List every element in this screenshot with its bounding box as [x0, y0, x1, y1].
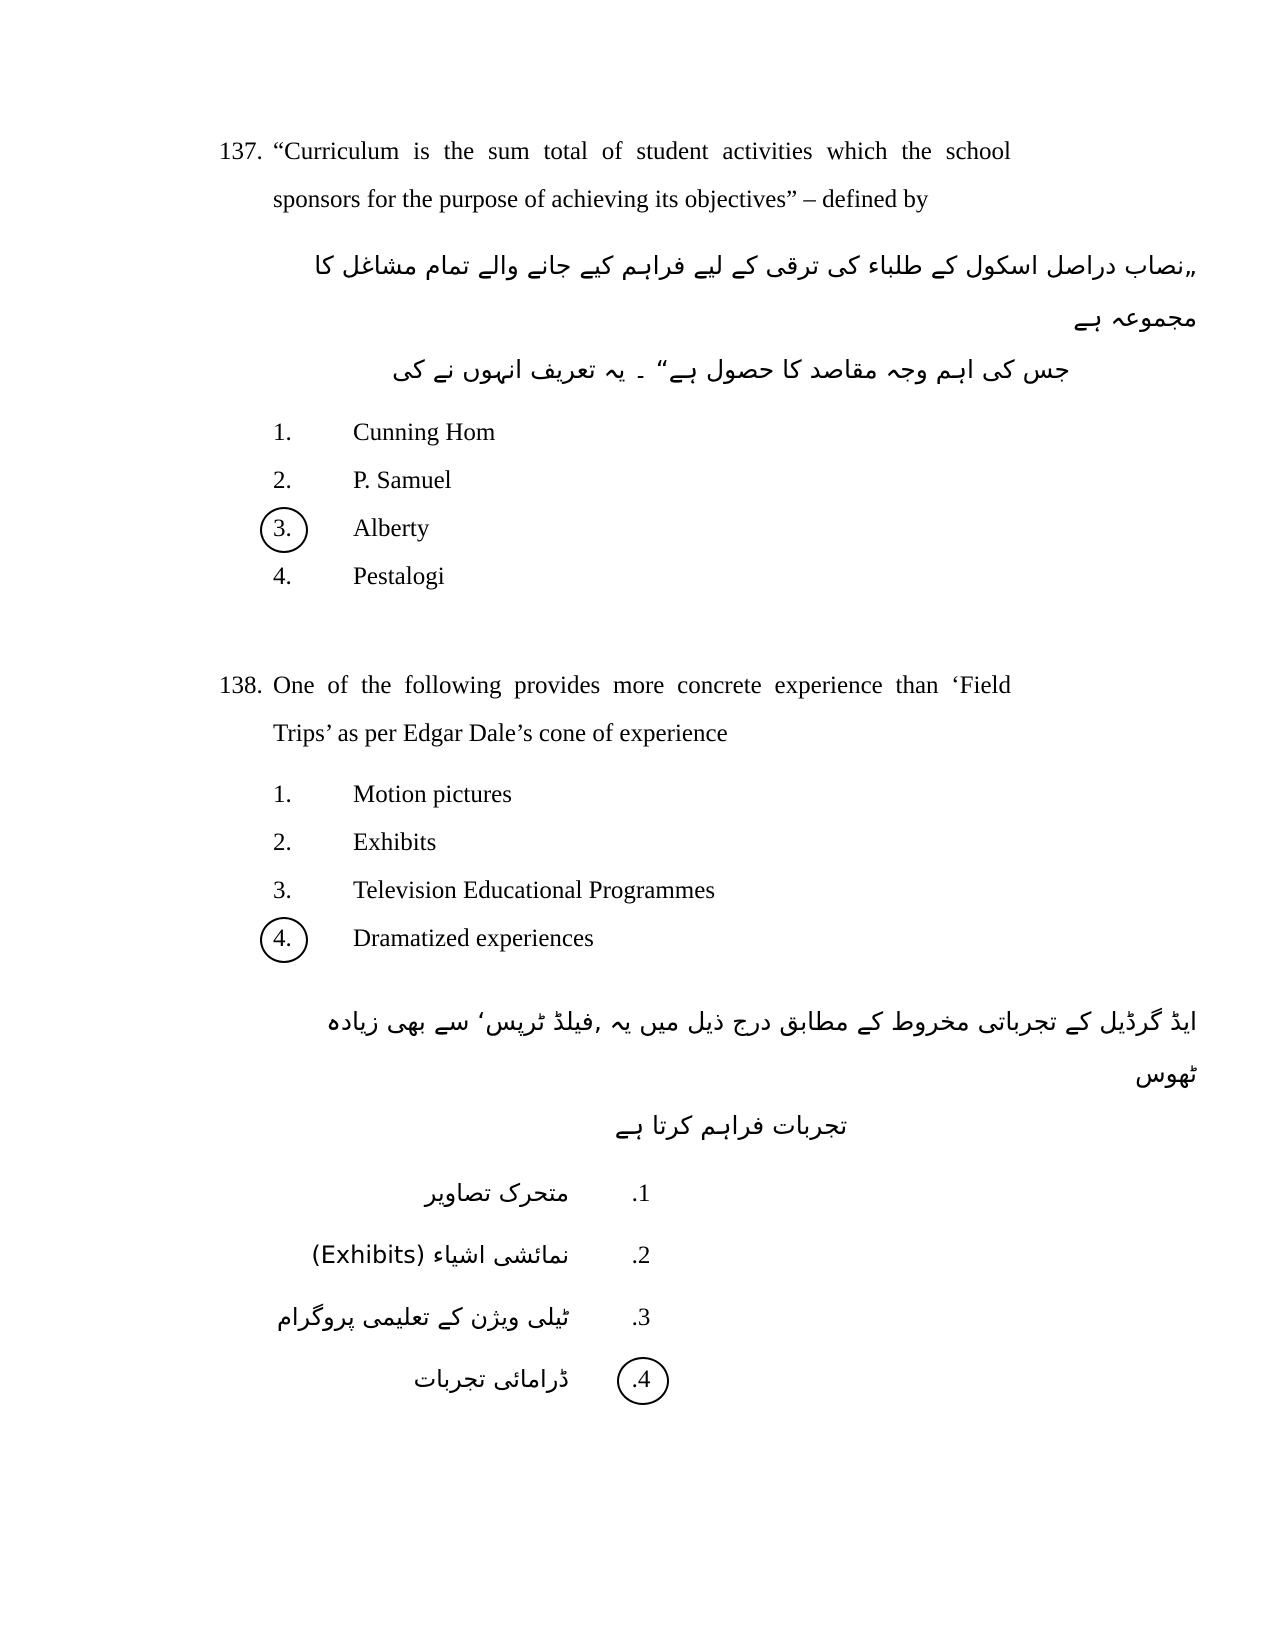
urdu-option-marker	[605, 1305, 677, 1330]
option-number: 1.	[273, 780, 292, 808]
urdu-stem-line: تجربات فراہم کرتا ہے	[614, 1111, 848, 1140]
question-stem-line: sponsors for the purpose of achieving its objectives” – defined by	[273, 186, 929, 213]
urdu-stem-line: „نصاب دراصل اسکول کے طلباء کی ترقی کے لیے فراہم کیے جانے والے تمام مشاغل کا مجموعہ ہے	[314, 251, 1197, 332]
question-stem-urdu	[205, 240, 1227, 396]
option-label: Motion pictures	[353, 780, 513, 808]
option-number: 3.	[273, 876, 292, 904]
option-marker	[205, 830, 301, 855]
option-marker	[205, 564, 301, 589]
question-stem-urdu	[205, 996, 1227, 1152]
urdu-option-marker	[605, 1243, 677, 1268]
option-number: 2.	[273, 466, 292, 494]
option-row[interactable]	[205, 818, 1227, 866]
option-label: Pestalogi	[353, 562, 445, 590]
option-label: Television Educational Programmes	[353, 876, 716, 904]
question-stem-english	[273, 662, 1011, 758]
option-marker	[205, 782, 301, 807]
urdu-stem-line: ایڈ گرڈیل کے تجرباتی مخروط کے مطابق درج ذیل میں یہ ‚فیلڈ ٹرپس‘ سے بھی زیادہ ٹھوس	[326, 1007, 1197, 1088]
urdu-option-number: 4.	[631, 1365, 651, 1393]
question-stem-line: One of the following provides more concrete experience than ‘Field	[273, 672, 1011, 699]
urdu-option-label: نمائشی اشیاء (Exhibits)	[311, 1241, 569, 1269]
question-stem-english	[273, 128, 1011, 224]
options-list-english	[205, 408, 1227, 600]
urdu-option-label: ڈرامائی تجربات	[413, 1365, 569, 1393]
question-number: 137.	[219, 138, 263, 165]
urdu-option-row-selected[interactable]	[205, 1348, 1197, 1410]
option-row-selected[interactable]	[205, 504, 1227, 552]
option-number: 4.	[273, 924, 292, 952]
question-number: 138.	[219, 672, 263, 699]
option-number: 4.	[273, 562, 292, 590]
option-row[interactable]	[205, 408, 1227, 456]
option-number: 2.	[273, 828, 292, 856]
question-stem-row	[205, 128, 1227, 224]
option-row[interactable]	[205, 552, 1227, 600]
urdu-option-number: 1.	[631, 1179, 651, 1207]
option-marker	[205, 878, 301, 903]
question-block-137	[205, 128, 1227, 600]
option-marker	[205, 468, 301, 493]
option-row-selected[interactable]	[205, 914, 1227, 962]
question-stem-row	[205, 662, 1227, 758]
urdu-option-label: متحرک تصاویر	[424, 1179, 569, 1207]
spacer	[205, 962, 1227, 980]
option-label: Exhibits	[353, 828, 437, 856]
question-separator	[205, 600, 1227, 662]
options-list-english	[205, 770, 1227, 962]
option-row[interactable]	[205, 456, 1227, 504]
option-label: Cunning Hom	[353, 418, 496, 446]
question-block-138	[205, 662, 1227, 1410]
urdu-option-number: 3.	[631, 1303, 651, 1331]
option-number: 3.	[273, 514, 292, 542]
option-number: 1.	[273, 418, 292, 446]
option-label: Alberty	[353, 514, 430, 542]
urdu-option-row[interactable]	[205, 1162, 1197, 1224]
option-marker-circled	[205, 926, 301, 951]
option-label: P. Samuel	[353, 466, 452, 494]
options-list-urdu	[205, 1162, 1227, 1410]
option-row[interactable]	[205, 770, 1227, 818]
urdu-option-marker-circled	[605, 1367, 677, 1392]
question-stem-line: Trips’ as per Edgar Dale’s cone of experience	[273, 720, 728, 747]
option-marker	[205, 420, 301, 445]
question-stem-line: “Curriculum is the sum total of student activities which the school	[273, 138, 1011, 165]
urdu-option-marker	[605, 1181, 677, 1206]
urdu-option-row[interactable]	[205, 1224, 1197, 1286]
option-row[interactable]	[205, 866, 1227, 914]
urdu-option-label: ٹیلی ویژن کے تعلیمی پروگرام	[276, 1303, 569, 1331]
option-label: Dramatized experiences	[353, 924, 594, 952]
urdu-stem-line: جس کی اہم وجہ مقاصد کا حصول ہے“ ۔ یہ تعریف انہوں نے کی	[392, 355, 1070, 384]
option-marker-circled	[205, 516, 301, 541]
urdu-option-row[interactable]	[205, 1286, 1197, 1348]
urdu-option-number: 2.	[631, 1241, 651, 1269]
